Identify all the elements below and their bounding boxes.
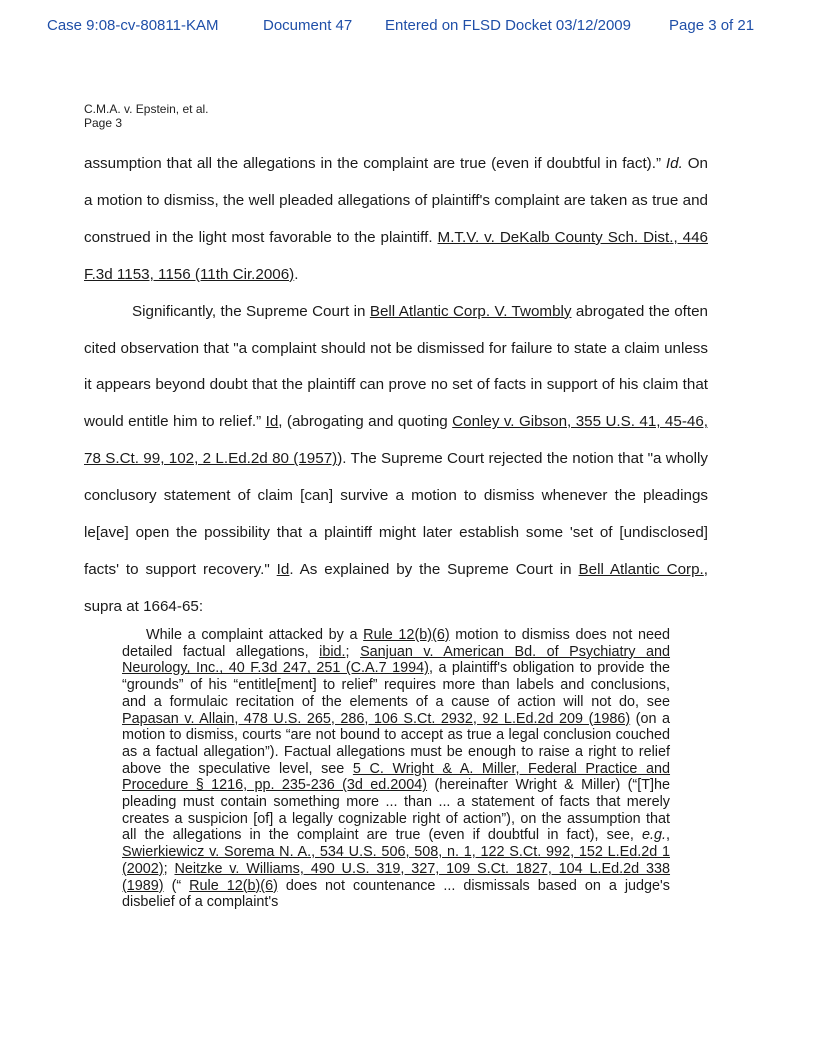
citation-rule-12b6: Rule 12(b)(6) [363, 627, 450, 643]
paragraph-1: assumption that all the allegations in the complaint are true (even if doubtful in fact).” Id. On a motion to dismiss, the well pleaded allegations of plaintiff's complaint are taken as true and construed in the light most favorable to the plaintiff. M.T.V. v. DeKalb County Sch. Dist., 446 F.3d 1153, 1156 (11th Cir.2006). [84, 155, 708, 283]
docket-entry-date: Entered on FLSD Docket 03/12/2009 [385, 17, 631, 34]
case-caption [84, 102, 209, 130]
document-number: Document 47 [263, 17, 353, 34]
citation-wright-miller: 5 C. Wright & A. Miller, Federal Practice and Procedure § 1216, pp. 235-236 (3d ed.2004) [122, 760, 671, 794]
citation-sanjuan: Sanjuan v. American Bd. of Psychiatry and Neurology, Inc., 40 F.3d 247, 251 (C.A.7 1994) [122, 643, 671, 677]
case-number: Case 9:08-cv-80811-KAM [47, 17, 219, 34]
caption-title: C.M.A. v. Epstein, et al. [84, 102, 209, 116]
block-quote [122, 627, 670, 911]
citation-swierkiewicz: Swierkiewicz v. Sorema N. A., 534 U.S. 506, 508, n. 1, 122 S.Ct. 992, 152 L.Ed.2d 1 (2002) [122, 844, 670, 877]
citation-id: Id [276, 560, 290, 578]
citation-ibid: ibid.; [319, 643, 350, 660]
citation-neitzke: Neitzke v. Williams, 490 U.S. 319, 327, 109 S.Ct. 1827, 104 L.Ed.2d 338 (1989) [122, 860, 671, 894]
body-text [84, 146, 708, 626]
citation-bell-atlantic: Bell Atlantic Corp. [578, 560, 704, 578]
quote-paragraph: While a complaint attacked by a Rule 12(b)(6) motion to dismiss does not need detailed factual allegations, ibid.; Sanjuan v. American Bd. of Psychiatry and Neurology, Inc., 40 F.3d 247, 251 (C.A.7 1994), a plaintiff's obligation to provide the “grounds” of his “entitle[ment] to relief” requires more than labels and conclusions, and a formulaic recitation of the elements of a cause of action will not do, see Papasan v. Allain, 478 U.S. 265, 286, 106 S.Ct. 2932, 92 L.Ed.2d 209 (1986) (on a motion to dismiss, courts “are not bound to accept as true a legal conclusion couched as a factual allegation”). Factual allegations must be enough to raise a right to relief above the speculative level, see 5 C. Wright & A. Miller, Federal Practice and Procedure § 1216, pp. 235-236 (3d ed.2004) (hereinafter Wright & Miller) (“[T]he pleading must contain something more ... than ... a statement of facts that merely creates a suspicion [of] a legally cognizable right of action”), on the assumption that all the allegations in the complaint are true (even if doubtful in fact), see, e.g., Swierkiewicz v. Sorema N. A., 534 U.S. 506, 508, n. 1, 122 S.Ct. 992, 152 L.Ed.2d 1 (2002); Neitzke v. Williams, 490 U.S. 319, 327, 109 S.Ct. 1827, 104 L.Ed.2d 338 (1989) (“ Rule 12(b)(6) does not countenance ... dismissals based on a judge's disbelief of a complaint's [122, 627, 671, 911]
citation-twombly: Bell Atlantic Corp. V. Twombly [369, 302, 572, 320]
citation-id: Id [265, 413, 279, 431]
citation-conley: Conley v. Gibson, 355 U.S. 41, 45-46, 78 S.Ct. 99, 102, 2 L.Ed.2d 80 (1957) [84, 413, 708, 468]
caption-page: Page 3 [84, 116, 123, 130]
page-indicator: Page 3 of 21 [669, 17, 755, 34]
citation-papasan: Papasan v. Allain, 478 U.S. 265, 286, 106 S.Ct. 2932, 92 L.Ed.2d 209 (1986) [122, 710, 631, 727]
citation-rule-12b6: Rule 12(b)(6) [189, 877, 278, 894]
citation-mtv-dekalb: M.T.V. v. DeKalb County Sch. Dist., 446 F.3d 1153, 1156 (11th Cir.2006) [84, 228, 708, 283]
docket-header [0, 17, 816, 37]
paragraph-2: Significantly, the Supreme Court in Bell Atlantic Corp. V. Twombly abrogated the often cited observation that "a complaint should not be dismissed for failure to state a claim unless it appears beyond doubt that the plaintiff can prove no set of facts in support of his claim that would entitle him to relief.” Id, (abrogating and quoting Conley v. Gibson, 355 U.S. 41, 45-46, 78 S.Ct. 99, 102, 2 L.Ed.2d 80 (1957)). The Supreme Court rejected the notion that "a wholly conclusory statement of claim [can] survive a motion to dismiss whenever the pleadings le[ave] open the possibility that a plaintiff might later establish some 'set of [undisclosed] facts' to support recovery." Id. As explained by the Supreme Court in Bell Atlantic Corp., supra at 1664-65: [84, 302, 708, 615]
